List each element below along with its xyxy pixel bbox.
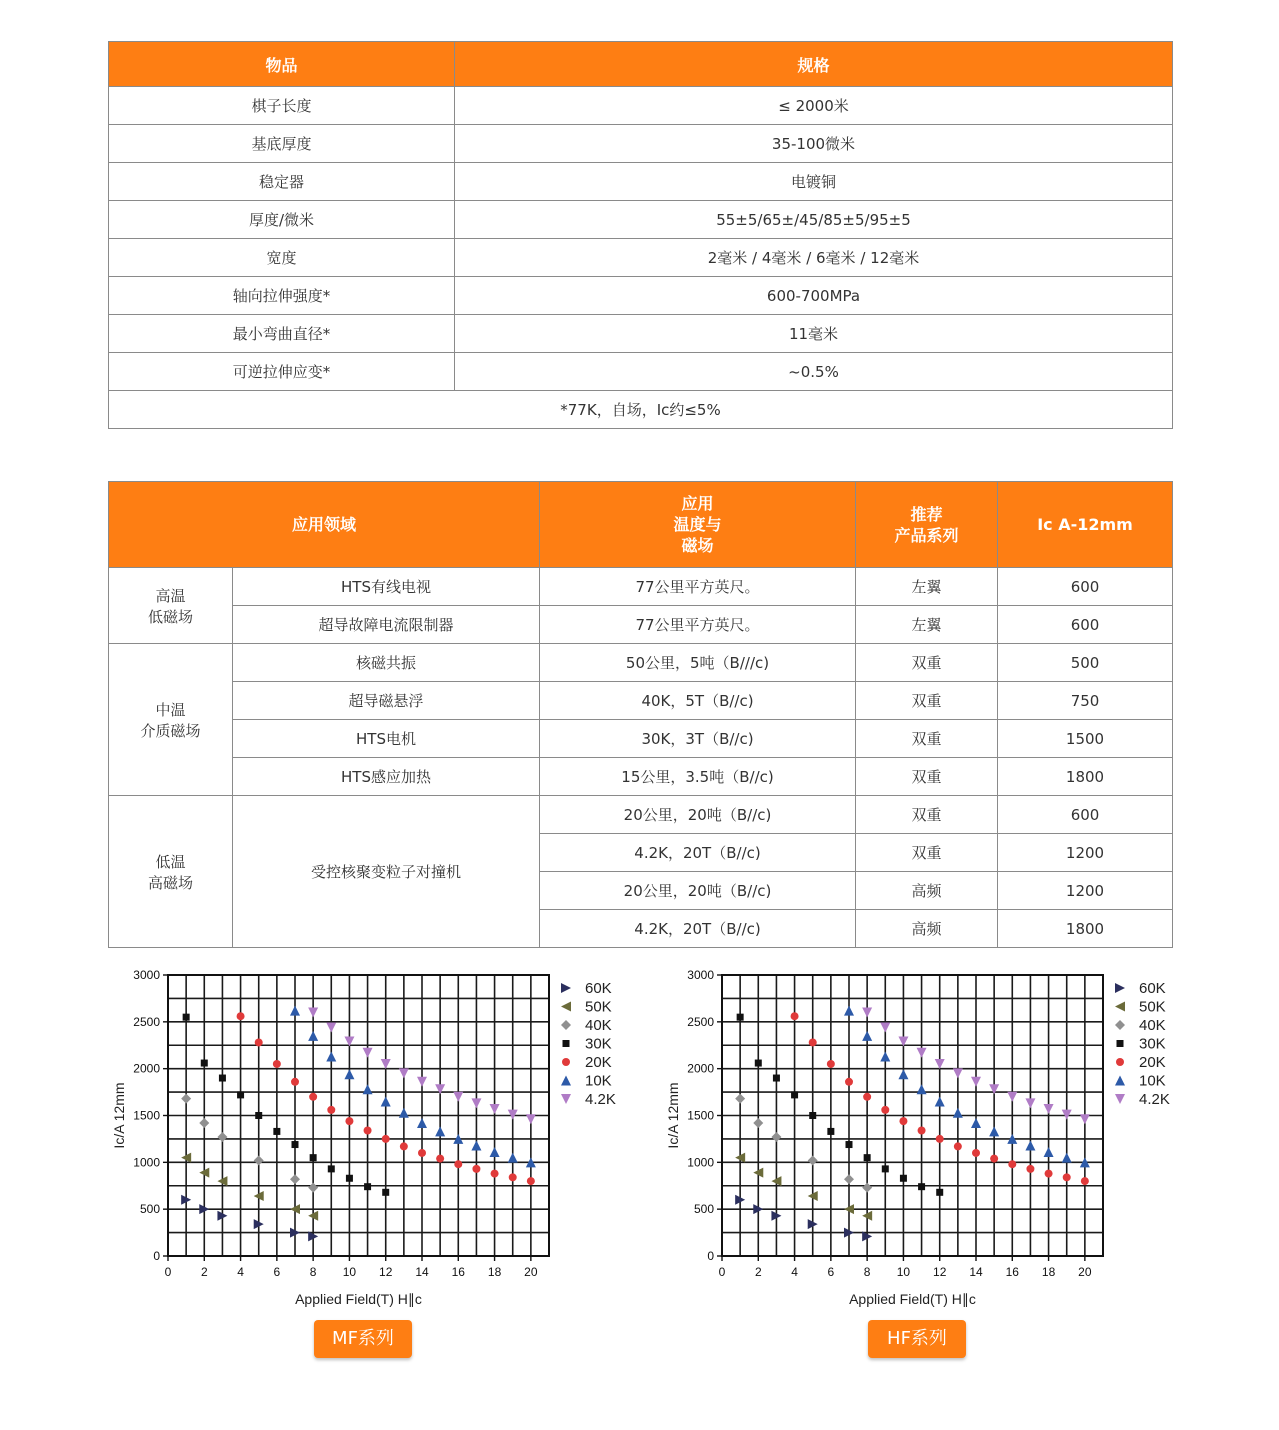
data-point — [737, 1014, 744, 1021]
app-name-cell: 受控核聚变粒子对撞机 — [233, 796, 540, 948]
legend-label: 50K — [1139, 998, 1166, 1016]
app-condition-cell: 4.2K，20T（B//c) — [540, 834, 856, 872]
app-condition-cell: 77公里平方英尺。 — [540, 568, 856, 606]
data-point — [237, 1012, 245, 1020]
data-point — [864, 1154, 871, 1161]
data-point — [827, 1060, 835, 1068]
data-point — [882, 1165, 889, 1172]
y-tick-label: 2000 — [133, 1061, 160, 1076]
legend-label: 50K — [585, 998, 612, 1016]
data-point — [1063, 1173, 1071, 1181]
y-axis-label: Ic/A 12mm — [111, 1082, 127, 1149]
legend-label: 30K — [1139, 1035, 1166, 1053]
data-point — [436, 1155, 444, 1163]
data-point — [1026, 1165, 1034, 1173]
data-point — [400, 1142, 408, 1150]
x-tick-label: 20 — [1078, 1265, 1092, 1279]
spec-item-cell: 最小弯曲直径* — [109, 315, 455, 353]
spec-item-cell: 可逆拉伸应变* — [109, 353, 455, 391]
app-name-cell: HTS有线电视 — [233, 568, 540, 606]
app-series-cell: 双重 — [856, 796, 998, 834]
y-tick-label: 1500 — [133, 1108, 160, 1123]
legend-label: 20K — [585, 1054, 612, 1071]
x-tick-label: 8 — [309, 1265, 317, 1279]
app-name-cell: HTS电机 — [233, 720, 540, 758]
spec-footnote: *77K，自场，Ic约≤5% — [109, 391, 1173, 429]
data-point — [310, 1154, 317, 1161]
spec-table — [108, 41, 1173, 429]
legend-label: 20K — [1139, 1054, 1166, 1071]
legend-label: 60K — [1139, 980, 1166, 997]
y-tick-label: 0 — [707, 1249, 714, 1263]
data-point — [791, 1091, 798, 1098]
app-series-cell: 左翼 — [856, 568, 998, 606]
app-row — [109, 606, 1173, 644]
data-point — [382, 1189, 389, 1196]
y-tick-label: 500 — [693, 1202, 714, 1217]
data-point — [309, 1093, 317, 1101]
x-tick-label: 16 — [1005, 1265, 1019, 1279]
app-header-temp: 应用 温度与 磁场 — [540, 482, 856, 568]
app-series-cell: 双重 — [856, 682, 998, 720]
x-axis-label: Applied Field(T) H∥c — [295, 1291, 422, 1307]
x-tick-label: 4 — [791, 1265, 798, 1279]
x-tick-label: 18 — [1041, 1265, 1056, 1279]
spec-value-cell: 2毫米 / 4毫米 / 6毫米 / 12毫米 — [455, 239, 1173, 277]
mf-series-button[interactable]: MF系列 — [314, 1320, 412, 1358]
spec-value-cell: 电镀铜 — [455, 163, 1173, 201]
x-tick-label: 6 — [273, 1265, 281, 1279]
y-tick-label: 2500 — [133, 1014, 160, 1029]
app-header-field: 应用领域 — [109, 482, 540, 568]
x-axis-label: Applied Field(T) H∥c — [849, 1291, 976, 1307]
spec-row — [109, 353, 1173, 391]
app-group-name: 中温 介质磁场 — [109, 644, 233, 796]
data-point — [990, 1155, 998, 1163]
app-ic-cell: 500 — [998, 644, 1173, 682]
app-series-cell: 双重 — [856, 758, 998, 796]
data-point — [1045, 1170, 1053, 1178]
x-tick-label: 14 — [969, 1265, 983, 1279]
legend-label: 10K — [1139, 1072, 1166, 1090]
spec-row — [109, 125, 1173, 163]
hf-chart — [658, 955, 1198, 1320]
spec-value-cell: ≤ 2000米 — [455, 87, 1173, 125]
spec-header-spec: 规格 — [455, 42, 1173, 87]
app-condition-cell: 40K，5T（B//c) — [540, 682, 856, 720]
app-row — [109, 720, 1173, 758]
app-series-cell: 左翼 — [856, 606, 998, 644]
x-tick-label: 14 — [415, 1265, 429, 1279]
spec-row — [109, 201, 1173, 239]
data-point — [773, 1075, 780, 1082]
chart-background — [104, 955, 644, 1320]
legend-label: 4.2K — [1139, 1091, 1170, 1108]
spec-value-cell: 35-100微米 — [455, 125, 1173, 163]
data-point — [954, 1142, 962, 1150]
data-point — [364, 1183, 371, 1190]
app-name-cell: 超导故障电流限制器 — [233, 606, 540, 644]
app-name-cell: 超导磁悬浮 — [233, 682, 540, 720]
data-point — [346, 1175, 353, 1182]
app-ic-cell: 1200 — [998, 872, 1173, 910]
x-tick-label: 16 — [451, 1265, 465, 1279]
x-tick-label: 8 — [863, 1265, 871, 1279]
y-tick-label: 2500 — [687, 1014, 714, 1029]
data-point — [273, 1128, 280, 1135]
mf-chart — [104, 955, 644, 1320]
x-tick-label: 10 — [342, 1265, 357, 1279]
app-ic-cell: 1800 — [998, 758, 1173, 796]
app-ic-cell: 750 — [998, 682, 1173, 720]
data-point — [918, 1126, 926, 1134]
app-series-cell: 双重 — [856, 834, 998, 872]
legend-label: 10K — [585, 1072, 612, 1090]
legend-label: 40K — [585, 1017, 612, 1034]
spec-item-cell: 宽度 — [109, 239, 455, 277]
app-group-name: 低温 高磁场 — [109, 796, 233, 948]
y-tick-label: 1500 — [687, 1108, 714, 1123]
spec-table-body — [109, 87, 1173, 391]
data-point — [845, 1078, 853, 1086]
legend-label: 60K — [585, 980, 612, 997]
app-condition-cell: 30K，3T（B//c) — [540, 720, 856, 758]
data-point — [491, 1170, 499, 1178]
app-row — [109, 644, 1173, 682]
app-group-name: 高温 低磁场 — [109, 568, 233, 644]
data-point — [382, 1135, 390, 1143]
spec-value-cell: 600-700MPa — [455, 277, 1173, 315]
data-point — [255, 1112, 262, 1119]
data-point — [791, 1012, 799, 1020]
data-point — [291, 1078, 299, 1086]
data-point — [219, 1075, 226, 1082]
app-row — [109, 568, 1173, 606]
spec-row — [109, 163, 1173, 201]
x-tick-label: 18 — [487, 1265, 502, 1279]
spec-row — [109, 87, 1173, 125]
x-tick-label: 2 — [200, 1265, 208, 1279]
spec-item-cell: 基底厚度 — [109, 125, 455, 163]
app-condition-cell: 77公里平方英尺。 — [540, 606, 856, 644]
data-point — [1008, 1160, 1016, 1168]
y-tick-label: 3000 — [133, 968, 160, 982]
data-point — [1081, 1177, 1089, 1185]
data-point — [846, 1141, 853, 1148]
spec-item-cell: 厚度/微米 — [109, 201, 455, 239]
x-tick-label: 2 — [754, 1265, 762, 1279]
data-point — [809, 1038, 817, 1046]
data-point — [183, 1014, 190, 1021]
app-series-cell: 高频 — [856, 910, 998, 948]
legend-marker — [562, 1058, 570, 1066]
data-point — [237, 1091, 244, 1098]
data-point — [201, 1060, 208, 1067]
spec-row — [109, 239, 1173, 277]
data-point — [900, 1175, 907, 1182]
data-point — [509, 1173, 517, 1181]
app-ic-cell: 600 — [998, 796, 1173, 834]
legend-label: 4.2K — [585, 1091, 616, 1108]
spec-value-cell: 11毫米 — [455, 315, 1173, 353]
data-point — [273, 1060, 281, 1068]
app-series-cell: 高频 — [856, 872, 998, 910]
app-name-cell: 核磁共振 — [233, 644, 540, 682]
app-ic-cell: 1500 — [998, 720, 1173, 758]
y-tick-label: 1000 — [133, 1155, 160, 1170]
app-header-row — [109, 482, 1173, 568]
data-point — [827, 1128, 834, 1135]
y-tick-label: 2000 — [687, 1061, 714, 1076]
spec-row — [109, 315, 1173, 353]
y-tick-label: 1000 — [687, 1155, 714, 1170]
legend-marker — [1117, 1040, 1124, 1047]
data-point — [755, 1060, 762, 1067]
app-ic-cell: 1800 — [998, 910, 1173, 948]
app-condition-cell: 20公里，20吨（B//c) — [540, 796, 856, 834]
data-point — [936, 1189, 943, 1196]
data-point — [454, 1160, 462, 1168]
data-point — [418, 1149, 426, 1157]
data-point — [899, 1117, 907, 1125]
x-tick-label: 4 — [237, 1265, 244, 1279]
x-tick-label: 6 — [827, 1265, 835, 1279]
legend-label: 40K — [1139, 1017, 1166, 1034]
data-point — [918, 1183, 925, 1190]
data-point — [327, 1106, 335, 1114]
x-tick-label: 20 — [524, 1265, 538, 1279]
chart-background — [658, 955, 1198, 1320]
data-point — [328, 1165, 335, 1172]
spec-row — [109, 277, 1173, 315]
app-condition-cell: 50公里，5吨（B///c) — [540, 644, 856, 682]
app-table-body — [109, 568, 1173, 948]
x-tick-label: 0 — [164, 1265, 172, 1279]
x-tick-label: 12 — [933, 1265, 947, 1279]
app-header-ic: Ic A-12mm — [998, 482, 1173, 568]
spec-item-cell: 轴向拉伸强度* — [109, 277, 455, 315]
app-condition-cell: 15公里，3.5吨（B//c) — [540, 758, 856, 796]
legend-marker — [563, 1040, 570, 1047]
x-tick-label: 12 — [379, 1265, 393, 1279]
app-series-cell: 双重 — [856, 720, 998, 758]
app-ic-cell: 600 — [998, 568, 1173, 606]
data-point — [255, 1038, 263, 1046]
spec-item-cell: 稳定器 — [109, 163, 455, 201]
data-point — [292, 1141, 299, 1148]
app-row — [109, 758, 1173, 796]
spec-value-cell: 55±5/65±/45/85±5/95±5 — [455, 201, 1173, 239]
app-name-cell: HTS感应加热 — [233, 758, 540, 796]
app-condition-cell: 4.2K，20T（B//c) — [540, 910, 856, 948]
app-condition-cell: 20公里，20吨（B//c) — [540, 872, 856, 910]
data-point — [936, 1135, 944, 1143]
x-tick-label: 0 — [718, 1265, 726, 1279]
application-table — [108, 481, 1173, 948]
data-point — [881, 1106, 889, 1114]
y-tick-label: 500 — [139, 1202, 160, 1217]
app-ic-cell: 1200 — [998, 834, 1173, 872]
spec-header-row — [109, 42, 1173, 87]
app-row — [109, 682, 1173, 720]
data-point — [972, 1149, 980, 1157]
app-header-series: 推荐 产品系列 — [856, 482, 998, 568]
data-point — [863, 1093, 871, 1101]
data-point — [527, 1177, 535, 1185]
data-point — [345, 1117, 353, 1125]
data-point — [364, 1126, 372, 1134]
y-tick-label: 0 — [153, 1249, 160, 1263]
y-axis-label: Ic/A 12mm — [665, 1082, 681, 1149]
spec-header-item: 物品 — [109, 42, 455, 87]
data-point — [809, 1112, 816, 1119]
x-tick-label: 10 — [896, 1265, 911, 1279]
app-ic-cell: 600 — [998, 606, 1173, 644]
app-series-cell: 双重 — [856, 644, 998, 682]
app-row — [109, 796, 1173, 834]
hf-series-button[interactable]: HF系列 — [868, 1320, 966, 1358]
spec-footnote-row — [109, 391, 1173, 429]
spec-item-cell: 棋子长度 — [109, 87, 455, 125]
spec-value-cell: ~0.5% — [455, 353, 1173, 391]
data-point — [472, 1165, 480, 1173]
legend-label: 30K — [585, 1035, 612, 1053]
legend-marker — [1116, 1058, 1124, 1066]
y-tick-label: 3000 — [687, 968, 714, 982]
